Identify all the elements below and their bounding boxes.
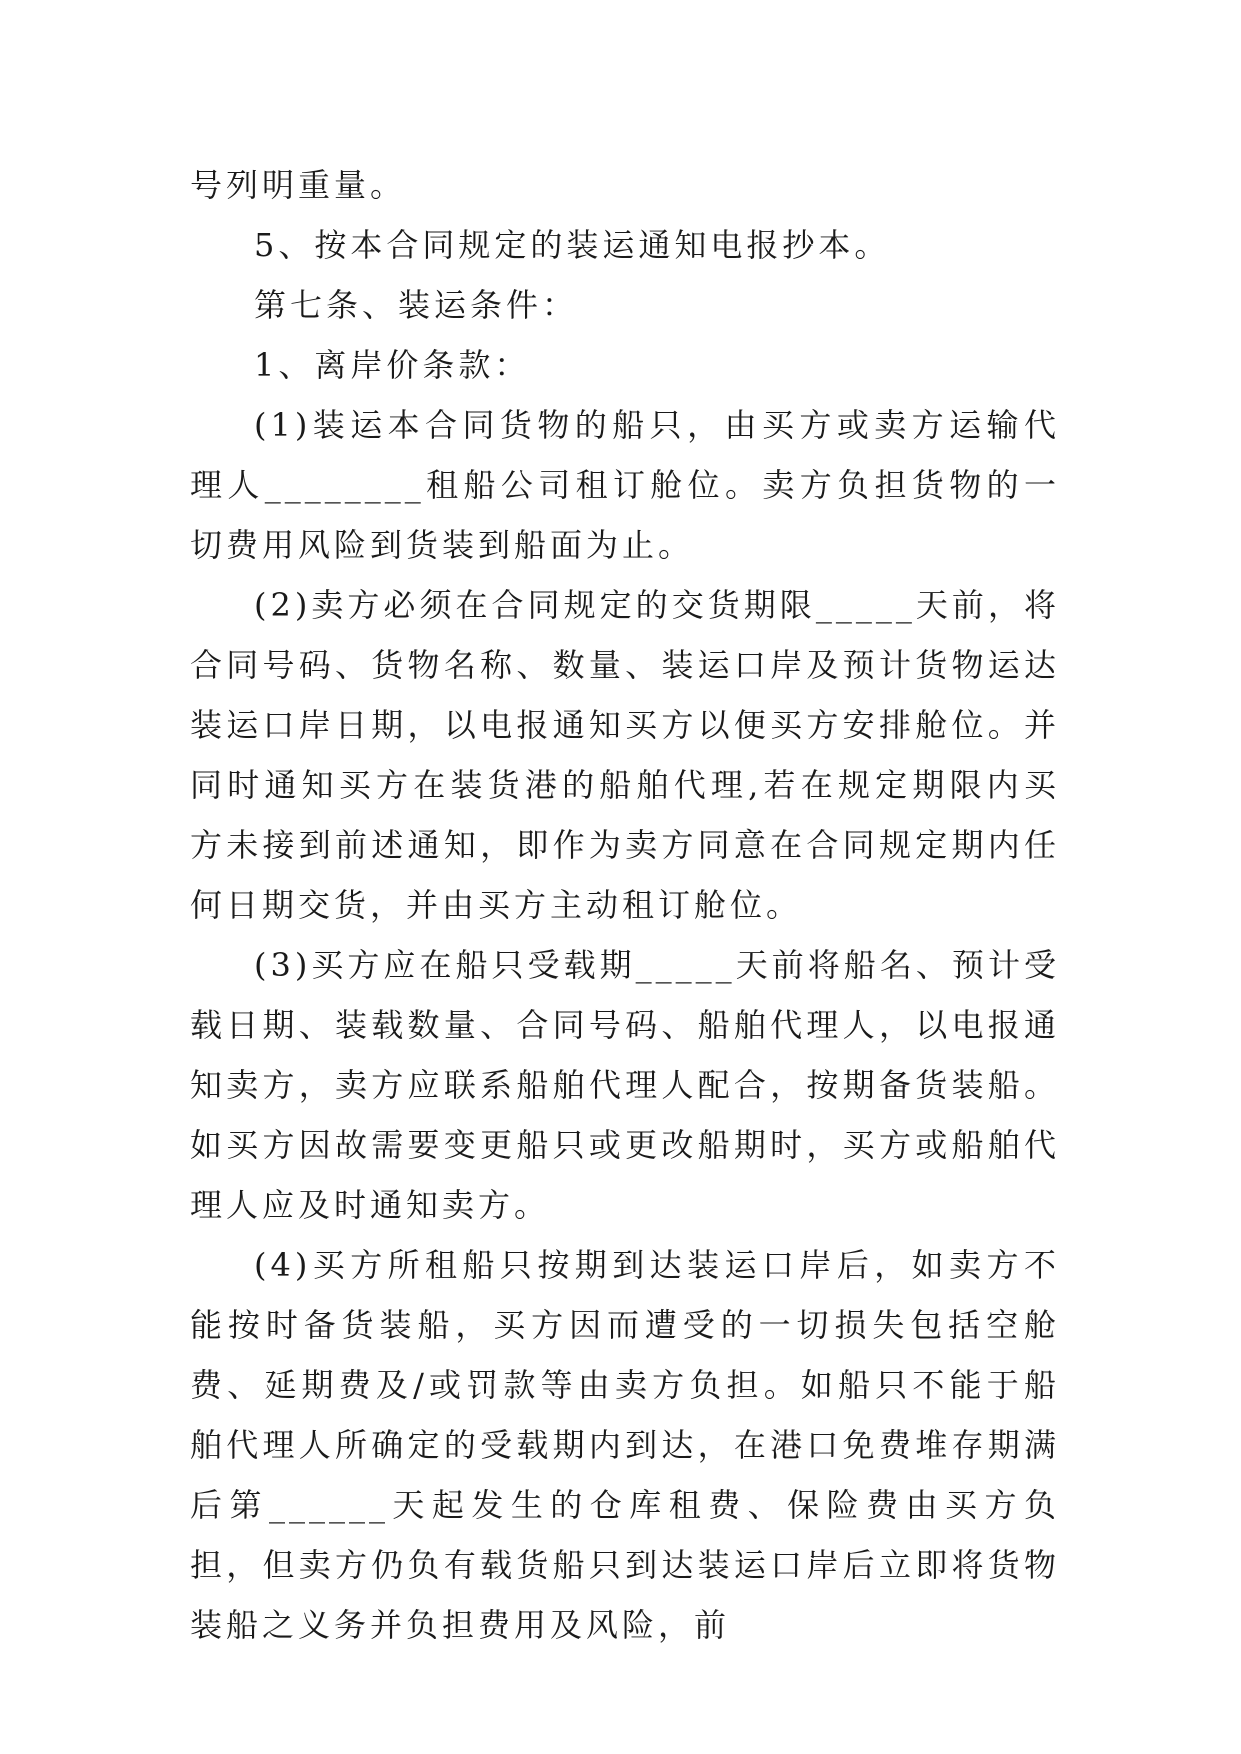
- paragraph-clause-4: (4)买方所租船只按期到达装运口岸后，如卖方不能按时备货装船，买方因而遭受的一切损失包括空舱费、延期费及/或罚款等由卖方负担。如船只不能于船舶代理人所确定的受载期内到达，在港口免费堆存期满后第______天起发生的仓库租费、保险费由买方负担，但卖方仍负有载货船只到达装运口岸后立即将货物装船之义务并负担费用及风险，前: [190, 1246, 1060, 1644]
- contract-text-body: [190, 155, 1060, 1655]
- paragraph-item-5: 5、按本合同规定的装运通知电报抄本。: [254, 226, 891, 264]
- paragraph-clause-3: (3)买方应在船只受载期_____天前将船名、预计受载日期、装载数量、合同号码、船舶代理人，以电报通知卖方，卖方应联系船舶代理人配合，按期备货装船。如买方因故需要变更船只或更改船期时，买方或船舶代理人应及时通知卖方。: [190, 946, 1060, 1224]
- paragraph-clause-2: (2)卖方必须在合同规定的交货期限_____天前，将合同号码、货物名称、数量、装运口岸及预计货物运达装运口岸日期，以电报通知买方以便买方安排舱位。并同时通知买方在装货港的船舶代理,若在规定期限内买方未接到前述通知，即作为卖方同意在合同规定期内任何日期交货，并由买方主动租订舱位。: [190, 586, 1060, 924]
- paragraph-weight-continuation: 号列明重量。: [190, 166, 407, 204]
- paragraph-fob-clause-heading: 1、离岸价条款：: [254, 346, 531, 384]
- paragraph-clause-1: (1)装运本合同货物的船只，由买方或卖方运输代理人________租船公司租订舱位。卖方负担货物的一切费用风险到货装到船面为止。: [190, 406, 1060, 564]
- paragraph-article-7-heading: 第七条、装运条件：: [254, 286, 579, 324]
